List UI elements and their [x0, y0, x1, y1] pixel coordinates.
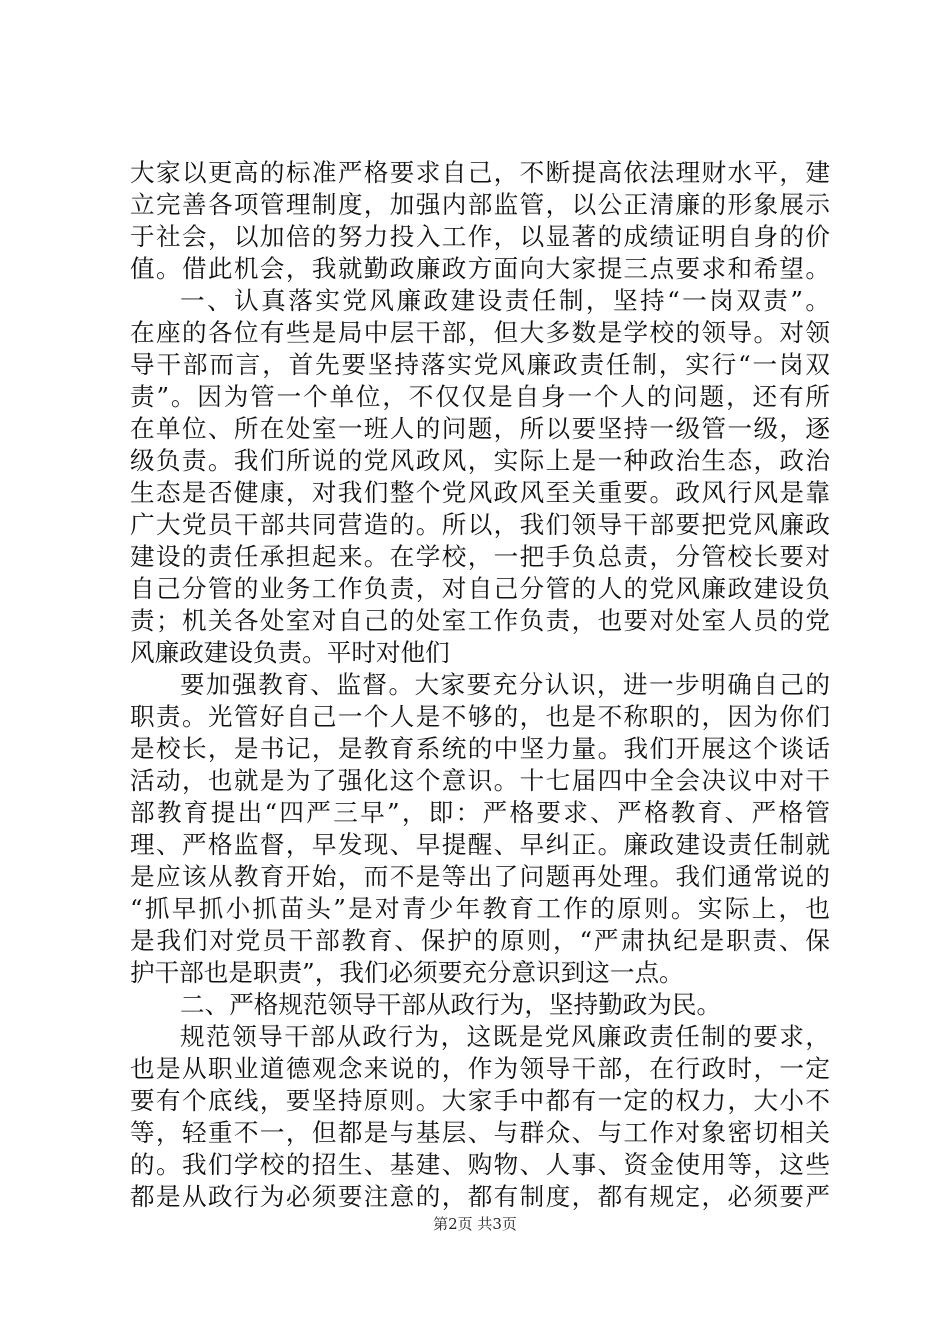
- text-line: 广大党员干部共同营造的。所以，我们领导干部要把党风廉政: [130, 510, 830, 539]
- text-line: 值。借此机会，我就勤政廉政方面向大家提三点要求和希望。: [130, 254, 830, 283]
- text-line: 是校长，是书记，是教育系统的中坚力量。我们开展这个谈话: [130, 734, 830, 763]
- text-line: 建设的责任承担起来。在学校，一把手负总责，分管校长要对: [130, 542, 830, 571]
- text-line: 在单位、所在处室一班人的问题，所以要坚持一级管一级，逐: [130, 414, 830, 443]
- text-line: 在座的各位有些是局中层干部，但大多数是学校的领导。对领: [130, 318, 830, 347]
- text-line: 也是从职业道德观念来说的，作为领导干部，在行政时，一定: [130, 1054, 830, 1083]
- text-line: 级负责。我们所说的党风政风，实际上是一种政治生态，政治: [130, 446, 830, 475]
- text-line: 部教育提出“四严三早”，即：严格要求、严格教育、严格管: [130, 798, 830, 827]
- text-line: 责”。因为管一个单位，不仅仅是自身一个人的问题，还有所: [130, 382, 830, 411]
- text-line: 职责。光管好自己一个人是不够的，也是不称职的，因为你们: [130, 702, 830, 731]
- text-line: 一、认真落实党风廉政建设责任制，坚持“一岗双责”。: [180, 286, 830, 315]
- text-line: 活动，也就是为了强化这个意识。十七届四中全会决议中对干: [130, 766, 830, 795]
- text-line: 要加强教育、监督。大家要充分认识，进一步明确自己的: [180, 670, 830, 699]
- document-body: [130, 157, 830, 1213]
- text-line: 自己分管的业务工作负责，对自己分管的人的党风廉政建设负: [130, 574, 830, 603]
- text-line: 于社会，以加倍的努力投入工作，以显著的成绩证明自身的价: [130, 222, 830, 251]
- text-line: 都是从政行为必须要注意的，都有制度，都有规定，必须要严: [130, 1182, 830, 1211]
- text-line: 生态是否健康，对我们整个党风政风至关重要。政风行风是靠: [130, 478, 830, 507]
- text-line: 等，轻重不一，但都是与基层、与群众、与工作对象密切相关: [130, 1118, 830, 1147]
- text-line: 二、严格规范领导干部从政行为，坚持勤政为民。: [180, 990, 722, 1019]
- text-line: 是我们对党员干部教育、保护的原则，“严肃执纪是职责、保: [130, 926, 830, 955]
- text-line: 要有个底线，要坚持原则。大家手中都有一定的权力，大小不: [130, 1086, 830, 1115]
- text-line: 的。我们学校的招生、基建、购物、人事、资金使用等，这些: [130, 1150, 830, 1179]
- text-line: 责；机关各处室对自己的处室工作负责，也要对处室人员的党: [130, 606, 830, 635]
- text-line: “抓早抓小抓苗头”是对青少年教育工作的原则。实际上，也: [130, 894, 830, 923]
- text-line: 风廉政建设负责。平时对他们: [130, 638, 450, 667]
- text-line: 立完善各项管理制度，加强内部监管，以公正清廉的形象展示: [130, 190, 830, 219]
- text-line: 导干部而言，首先要坚持落实党风廉政责任制，实行“一岗双: [130, 350, 830, 379]
- text-line: 理、严格监督，早发现、早提醒、早纠正。廉政建设责任制就: [130, 830, 830, 859]
- text-line: 是应该从教育开始，而不是等出了问题再处理。我们通常说的: [130, 862, 830, 891]
- text-line: 护干部也是职责”，我们必须要充分意识到这一点。: [130, 958, 684, 987]
- text-line: 大家以更高的标准严格要求自己，不断提高依法理财水平，建: [130, 158, 830, 187]
- page-footer: 第2页 共3页: [433, 1215, 517, 1233]
- text-line: 规范领导干部从政行为，这既是党风廉政责任制的要求，: [180, 1022, 830, 1051]
